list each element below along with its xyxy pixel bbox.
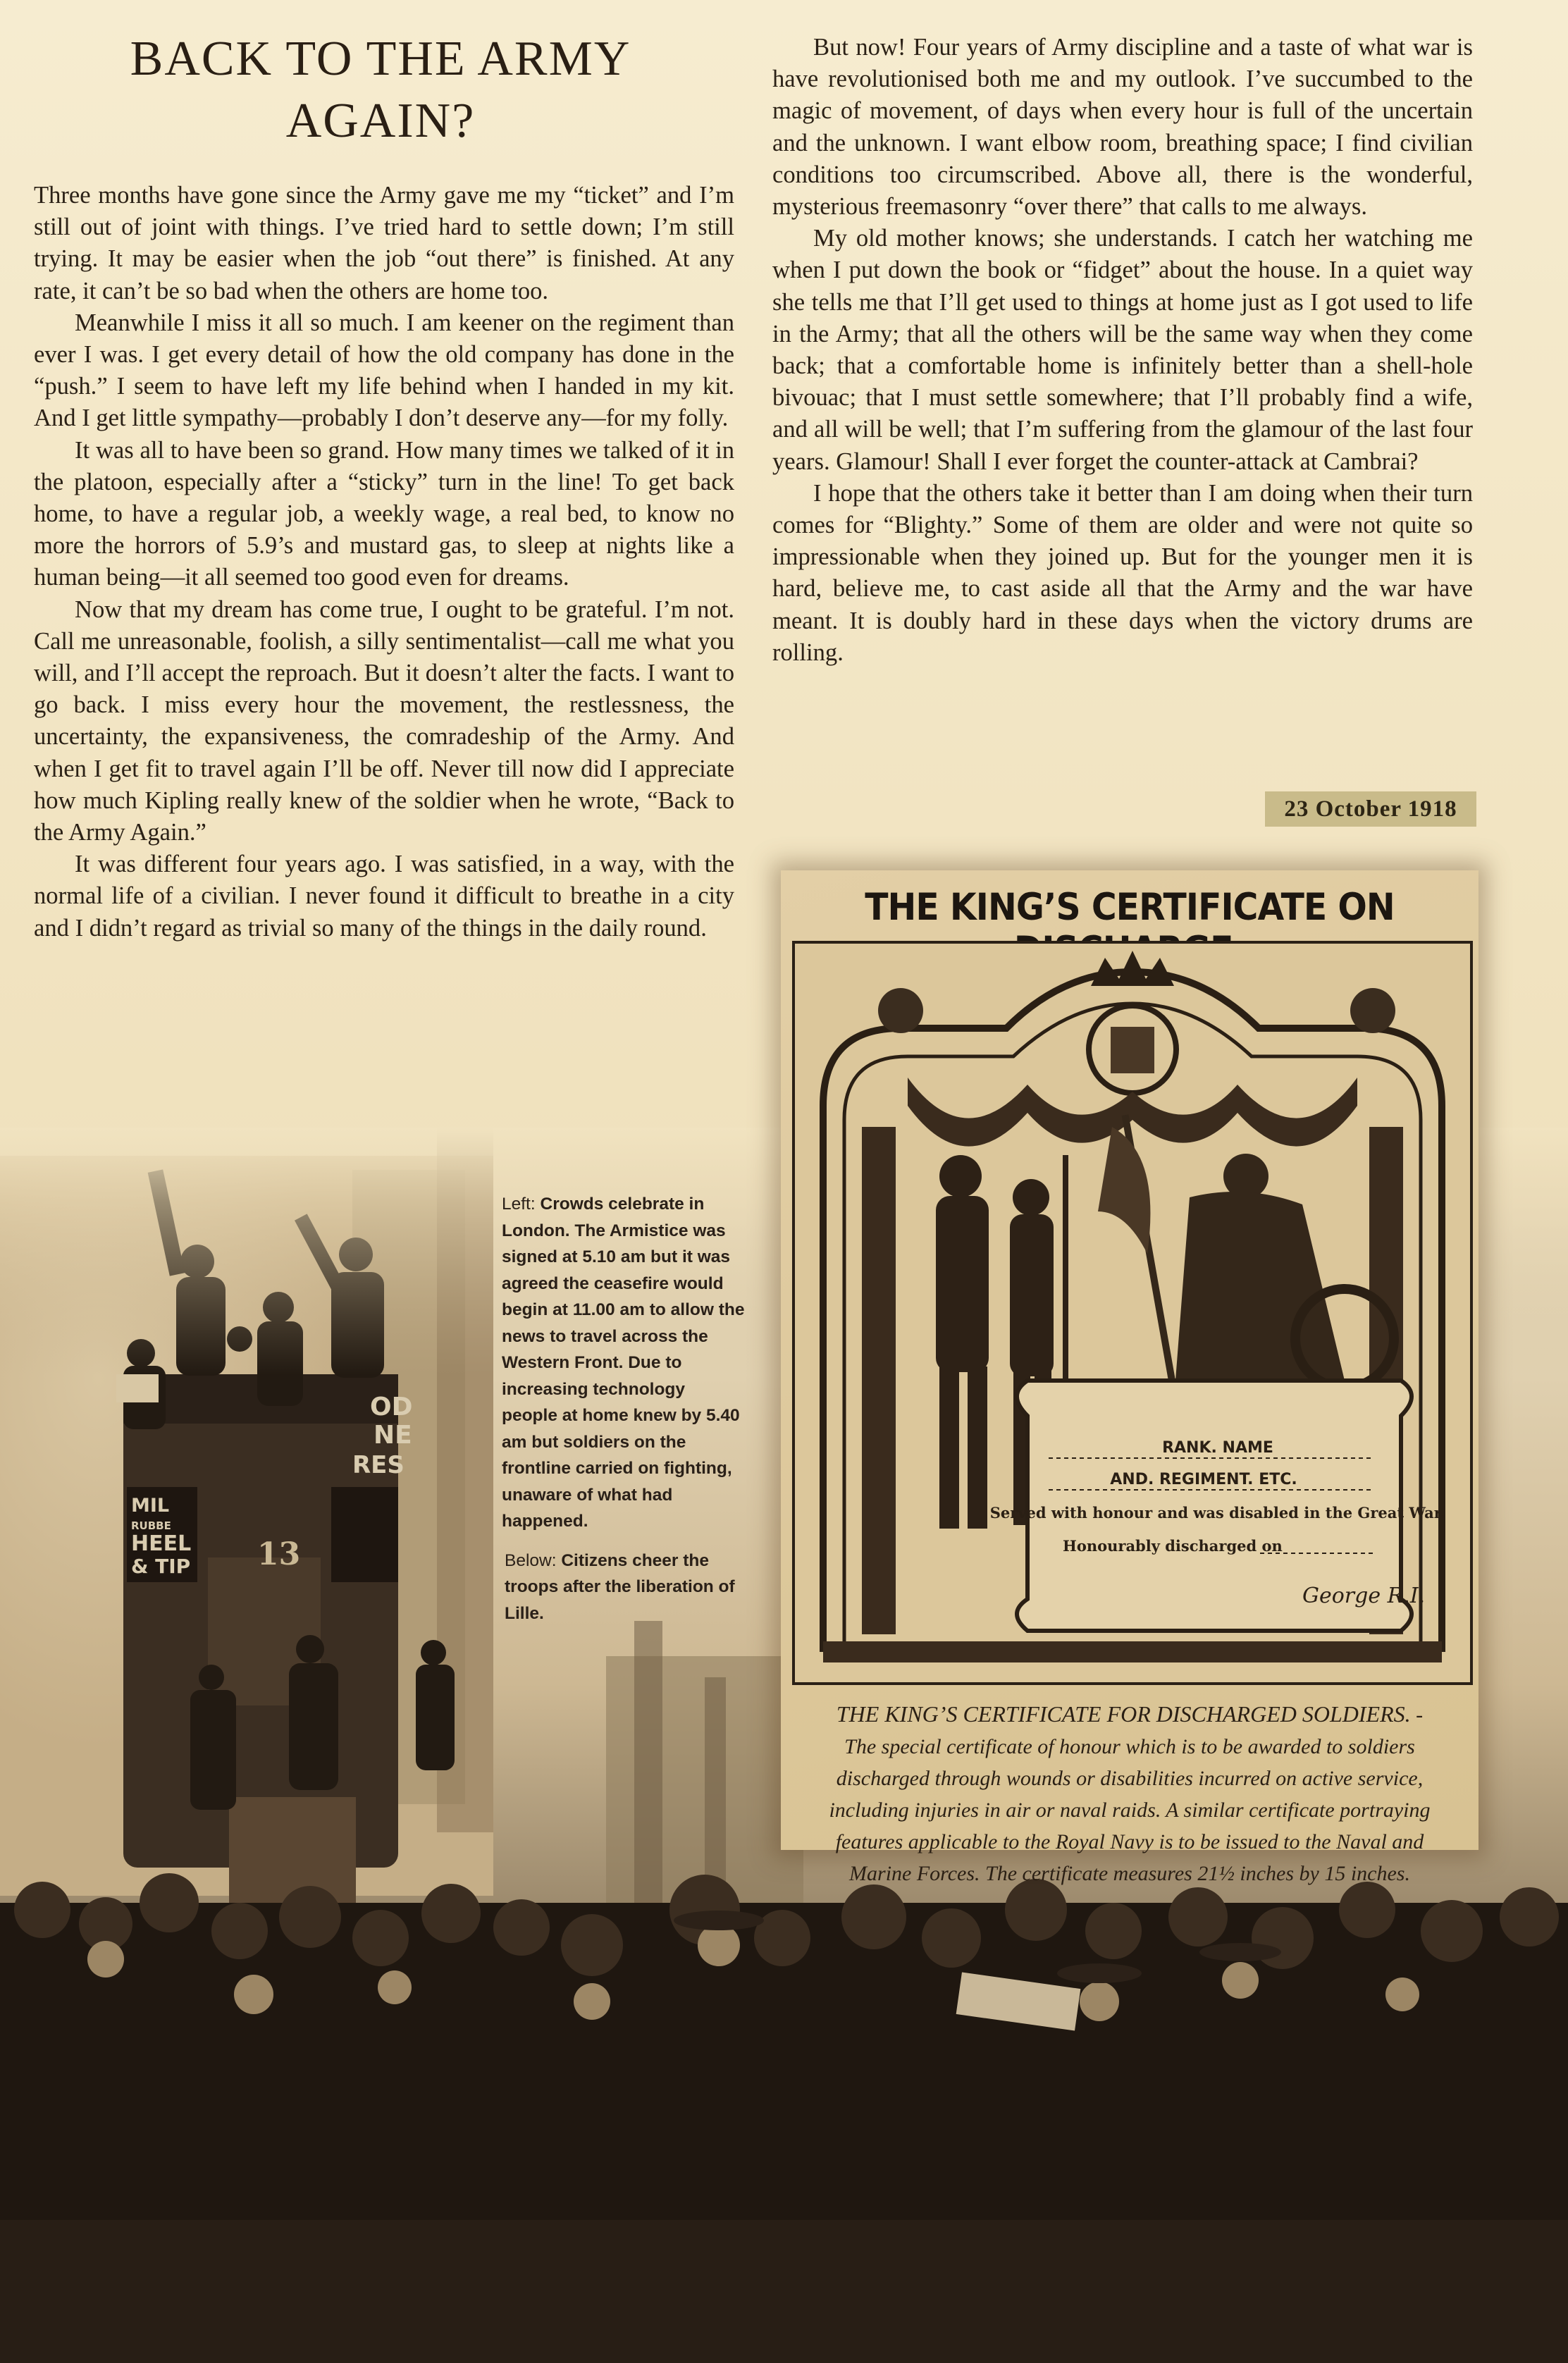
caption-below xyxy=(505,1548,745,1627)
certificate-form-line-3: Served with honour and was disabled in the Great War. xyxy=(989,1504,1446,1522)
certificate-caption xyxy=(823,1698,1436,1889)
right-paragraph-1: But now! Four years of Army discipline and a taste of what war is have revolutionised both me and my outlook. I’ve succumbed to the magic of movement, of days when every hour is full of the uncertain and the unknown. I want elbow room, breathing space; I find civilian conditions too circumscribed. Above all, there is the wonderful, mysterious freemasonry “over there” that calls to me always. xyxy=(772,34,1473,221)
photo-captions xyxy=(502,1191,745,1639)
certificate-form-line-1: RANK. NAME xyxy=(1162,1439,1273,1457)
left-paragraph-4: Now that my dream has come true, I ought to be grateful. I’m not. Call me unreasonable, foolish, a silly sentimentalist—call me what you will, and I’ll accept the reproach. But it doesn’t alter the facts. I want to go back. I miss every hour the movement, the restlessness, the uncertainty, the expansiveness, the comradeship of the Army. And when I get fit to travel again I’ll be off. Never till now did I appreciate how much Kipling really knew of the soldier when he wrote, “Back to the Army Again.” xyxy=(34,596,734,846)
title-line-2: AGAIN? xyxy=(285,94,476,148)
certificate-form-line-2: AND. REGIMENT. ETC. xyxy=(1110,1471,1297,1488)
caption-left xyxy=(502,1191,745,1535)
certificate-form-line-4: Honourably discharged on xyxy=(1063,1537,1283,1555)
certificate-heading: THE KING’S CERTIFICATE ON xyxy=(865,886,1395,929)
right-paragraph-2: My old mother knows; she understands. I catch her watching me when I put down the book or “fidget” about the house. In a quiet way she tells me that I’ll get used to things at home just as I got used to life in the Army; that all the others will be the same way when they come back; that a comfortable home is infinitely better than a shell-hole bivouac; that I must settle somewhere; that I’ll probably find a wife, and all will be well; that I’m suffering from the glamour of the last four years. Glamour! Shall I ever forget the counter-attack at Cambrai? xyxy=(772,225,1473,475)
left-paragraph-1: Three months have gone since the Army gave me my “ticket” and I’m still out of joint with things. I’ve tried hard to settle down; I’m still trying. It may be easier when the job “out there” is finished. At any rate, it can’t be so bad when the others are home too. xyxy=(34,182,734,304)
certificate-caption-heading: THE KING’S CERTIFICATE FOR DISCHARGED SOLDIERS. xyxy=(836,1701,1411,1727)
certificate-engraving xyxy=(795,944,1470,1682)
caption-left-text: Crowds celebrate in London. The Armistice was signed at 5.10 am but it was agreed the ceasefire would begin at 11.00 am to allow the news to travel across the Western Front. Due to increasing technology people at home knew by 5.40 am but soldiers on the frontline carried on fighting, unaware of what had happened. xyxy=(502,1195,745,1531)
certificate-signature: George R.I. xyxy=(1302,1584,1426,1608)
article-title xyxy=(35,28,726,152)
left-paragraph-2: Meanwhile I miss it all so much. I am keener on the regiment than ever I was. I get every detail of how the old company has done in the “push.” I seem to have left my life behind when I handed in my kit. And I get little sympathy—probably I don’t deserve any—for my folly. xyxy=(34,309,734,432)
right-paragraph-3: I hope that the others take it better than I am doing when their turn comes for “Blighty.” Some of them are older and were not quite so impressionable when they joined up. But for the younger men it is hard, believe me, to cast aside all that the Army and the war have meant. It is doubly hard in these days when the victory drums are rolling. xyxy=(772,479,1473,666)
article-date: 23 October 1918 xyxy=(1265,791,1476,827)
left-paragraph-3: It was all to have been so grand. How many times we talked of it in the platoon, especially after a “sticky” turn in the line! To get back home, to have a regular job, a weekly wage, a real bed, to know no more the horrors of 5.9’s and mustard gas, to sleep at nights like a human being—it all seemed too good even for dreams. xyxy=(34,436,734,591)
certificate-panel xyxy=(781,870,1479,1885)
title-line-1: BACK TO THE ARMY xyxy=(130,32,631,86)
left-column xyxy=(34,180,734,944)
certificate-caption-body: - The special certificate of honour which is to be awarded to soldiers discharged through wounds or disabilities incurred on active service, including injuries in air or naval raids. A similar certificate portraying features applicable to the Royal Navy is to be issued to the Naval and Marine Forces. The certificate measures 21½ inches by 15 inches. xyxy=(829,1703,1431,1885)
certificate-illustration xyxy=(792,941,1473,1685)
left-paragraph-5: It was different four years ago. I was satisfied, in a way, with the normal life of a civilian. I never found it difficult to breathe in a city and I didn’t regard as trivial so many of the things in the daily round. xyxy=(34,851,734,942)
caption-below-text: Citizens cheer the troops after the liberation of Lille. xyxy=(505,1550,735,1623)
caption-below-label: Below: xyxy=(505,1550,557,1570)
right-column xyxy=(772,32,1473,669)
caption-left-label: Left: xyxy=(502,1195,536,1214)
